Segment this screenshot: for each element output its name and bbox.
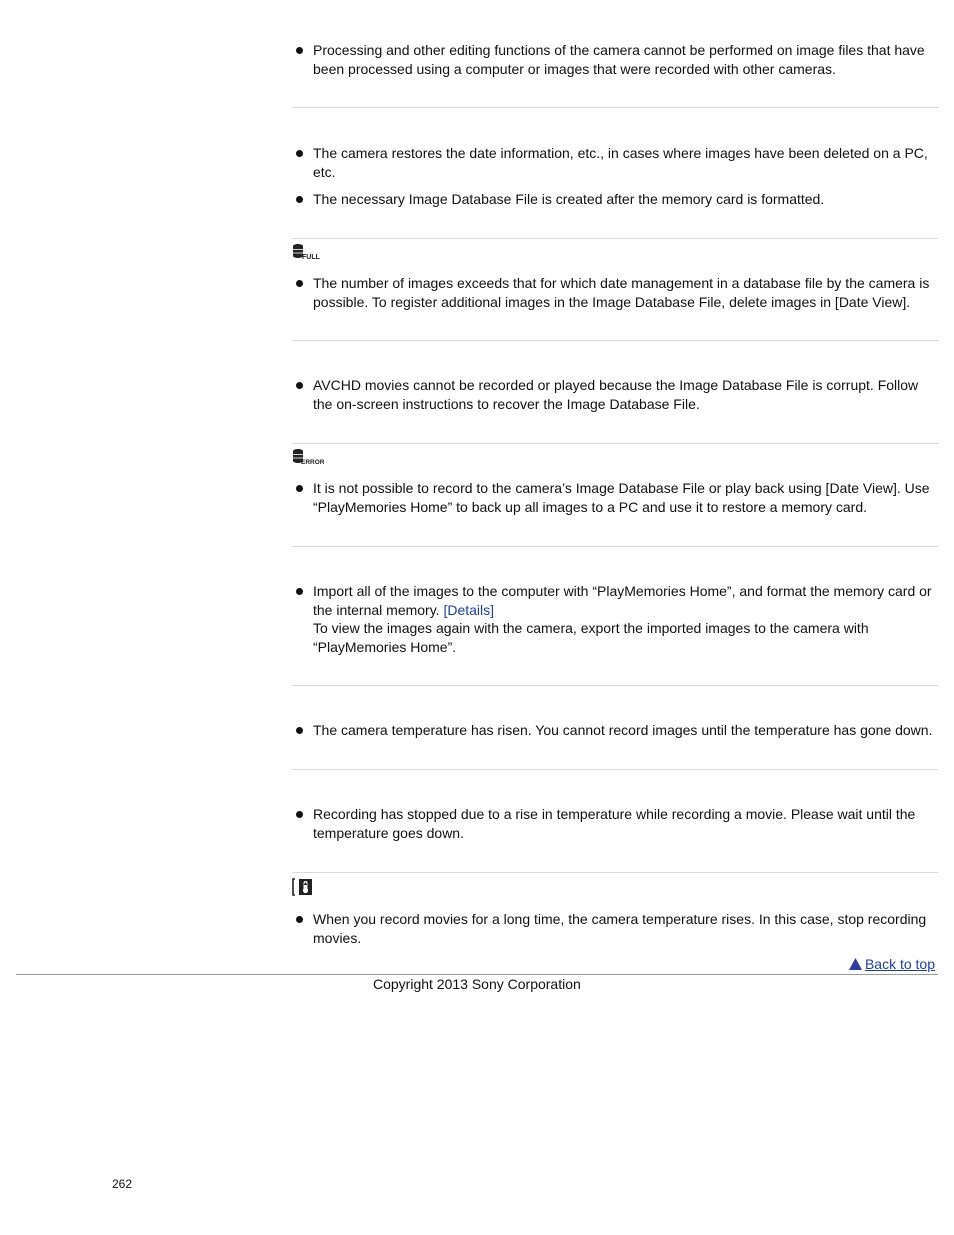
copyright: Copyright 2013 Sony Corporation: [373, 976, 581, 992]
divider: [292, 107, 938, 108]
item-text: The camera restores the date information, etc., in cases where images have been deleted on a PC, etc.: [313, 145, 928, 180]
list-item: [292, 582, 938, 656]
page-number: 262: [112, 1177, 133, 1191]
bullet: [296, 382, 303, 389]
item-text-part: To view the images again with the camera, export the imported images to the camera with “PlayMemories Home”.: [313, 620, 869, 655]
details-link[interactable]: [Details]: [443, 601, 495, 618]
svg-text:ERROR: ERROR: [301, 459, 324, 466]
up-triangle-icon: [849, 958, 862, 970]
item-text: Processing and other editing functions of the camera cannot be performed on image files that have been processed using a computer or images that were recorded with other cameras.: [313, 42, 925, 77]
item-text: The camera temperature has risen. You cannot record images until the temperature has gone down.: [313, 722, 933, 738]
bullet: [296, 811, 303, 818]
bullet: [296, 47, 303, 54]
bullet: [296, 150, 303, 157]
divider: [292, 238, 938, 239]
divider: [292, 872, 938, 873]
item-text: The necessary Image Database File is created after the memory card is formatted.: [313, 191, 825, 207]
back-to-top-link[interactable]: [849, 956, 935, 972]
item-text: It is not possible to record to the camera’s Image Database File or play back using [Date View]. Use “PlayMemories Home” to back up all images to a PC and use it to restore a memory card.: [313, 480, 930, 515]
back-to-top-label: Back to top: [864, 956, 935, 972]
svg-text:FULL: FULL: [302, 254, 320, 261]
divider: [292, 443, 938, 444]
bullet: [296, 916, 303, 923]
divider: [292, 685, 938, 686]
database-error-icon: [292, 448, 324, 471]
item-text-part: Import all of the images to the computer with “PlayMemories Home”, and format the memory card or the internal memory.: [313, 583, 932, 618]
list-item: [292, 376, 938, 413]
item-text: When you record movies for a long time, the camera temperature rises. In this case, stop recording movies.: [313, 911, 927, 946]
list-item: [292, 910, 938, 947]
bullet: [296, 196, 303, 203]
divider: [292, 546, 938, 547]
bullet: [296, 727, 303, 734]
item-text: Recording has stopped due to a rise in temperature while recording a movie. Please wait until the temperature goes down.: [313, 806, 916, 841]
bullet: [296, 485, 303, 492]
database-full-icon: [292, 243, 322, 266]
list-item: [292, 190, 938, 209]
list-item: [292, 721, 938, 740]
list-item: [292, 41, 938, 78]
list-item: [292, 274, 938, 311]
divider: [292, 769, 938, 770]
list-item: [292, 144, 938, 181]
list-item: [292, 479, 938, 516]
item-text: AVCHD movies cannot be recorded or played because the Image Database File is corrupt. Follow the on-screen instructions to recover the Image Database File.: [313, 377, 919, 412]
item-text: [313, 582, 938, 656]
divider: [292, 340, 938, 341]
footer-divider: [16, 974, 938, 975]
bullet: [296, 588, 303, 595]
temperature-warning-icon: [292, 878, 314, 901]
bullet: [296, 280, 303, 287]
item-text: The number of images exceeds that for which date management in a database file by the camera is possible. To register additional images in the Image Database File, delete images in [Date View].: [313, 275, 930, 310]
list-item: [292, 805, 938, 842]
